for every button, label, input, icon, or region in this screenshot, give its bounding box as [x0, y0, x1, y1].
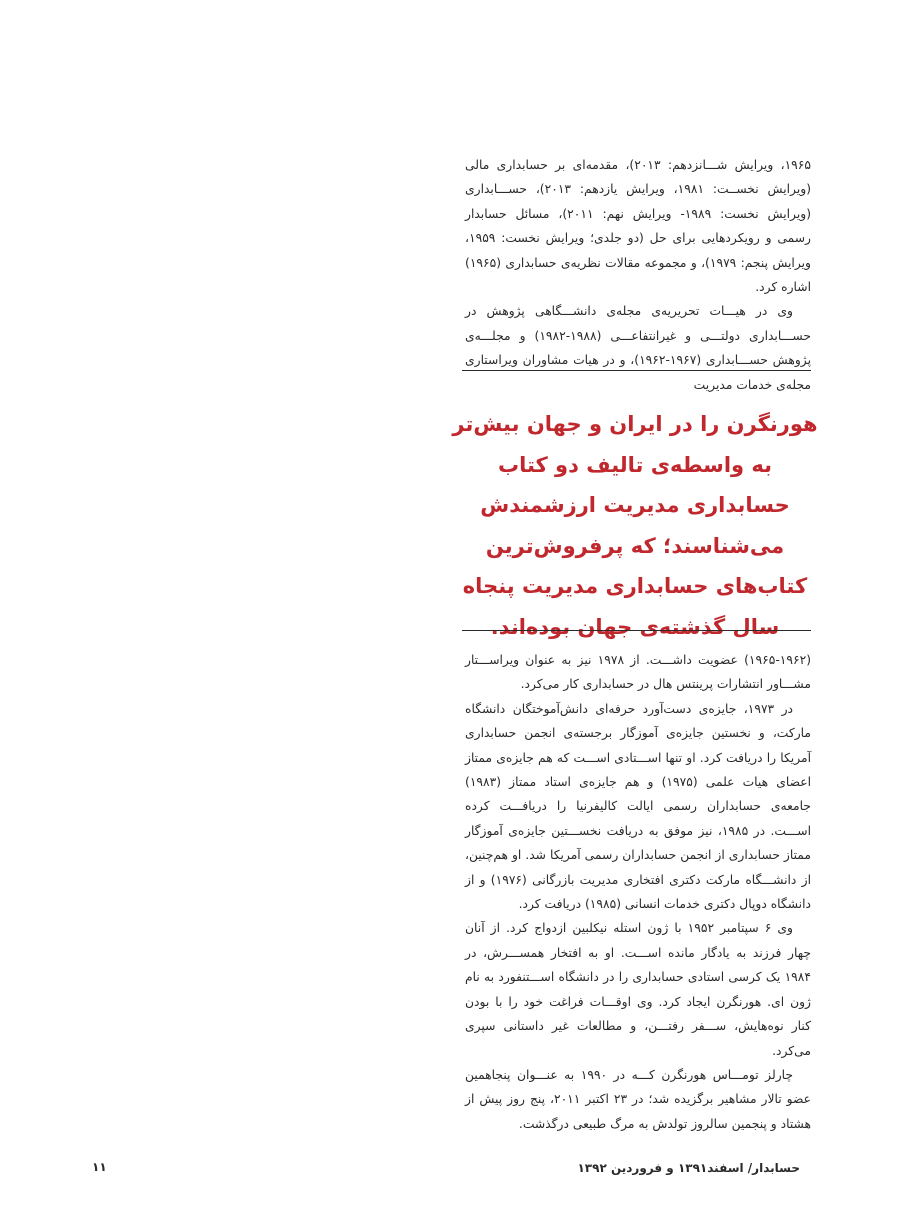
body-paragraph: در ۱۹۷۳، جایزه‌ی دست‌آورد حرفه‌ای دانش‌آموختگان دانشگاه مارکت، و نخستین جایزه‌ی آموزگار برجسته‌ی انجمن حسابداری آمریکا را دریافت کرد. او تنها اســـتادی اســـت که هم جایزه‌ی ممتاز اعضای هیات علمی (۱۹۷۵) و هم جایزه‌ی استاد ممتاز (۱۹۸۳) جامعه‌ی حسابداران رسمی ایالت کالیفرنیا را دریافـــت کرده اســـت. در ۱۹۸۵، نیز موفق به دریافت نخســـتین جایزه‌ی آموزگار ممتاز حسابداری از انجمن حسابداران رسمی آمریکا شد. او هم‌چنین، از دانشـــگاه مارکت دکتری افتخاری مدیریت بازرگانی (۱۹۷۶) و از دانشگاه دوپال دکتری خدمات انسانی (۱۹۸۵) دریافت کرد.: [465, 701, 811, 912]
divider-rule-bottom: [462, 630, 811, 631]
divider-rule-top: [462, 370, 811, 371]
body-paragraph: (۱۹۶۵-۱۹۶۲) عضویت داشـــت. از ۱۹۷۸ نیز به عنوان ویراســـتار مشـــاور انتشارات پرینتس هال در حسابداری کار می‌کرد.: [465, 653, 811, 692]
article-column-top: [465, 153, 811, 397]
body-paragraph: وی در هیـــات تحریریه‌ی مجله‌ی دانشـــگاهی پژوهش در حســـابداری دولتـــی و غیرانتفاعـــی (۱۹۸۸-۱۹۸۲) و مجلـــه‌ی پژوهش حســـابداری (۱۹۶۷-۱۹۶۲)، و در هیات مشاوران ویراستاری مجله‌ی خدمات مدیریت: [465, 304, 811, 392]
footer-publication-title: حسابدار/ اسفند۱۳۹۱ و فروردین ۱۳۹۲: [577, 1161, 800, 1175]
page-number: ۱۱: [92, 1160, 107, 1174]
pull-quote: هورنگرن را در ایران و جهان بیش‌تر به واسطه‌ی تالیف دو کتاب حسابداری مدیریت ارزشمندش می‌شناسند؛ که پرفروش‌ترین کتاب‌های حسابداری مدیریت پنجاه سال گذشته‌ی جهان بوده‌اند.: [452, 412, 818, 639]
body-paragraph: وی ۶ سپتامبر ۱۹۵۲ با ژون استله نیکلبین ازدواج کرد. از آنان چهار فرزند به یادگار مانده اســـت. او به افتخار همســـرش، در ۱۹۸۴ یک کرسی استادی حسابداری را در دانشگاه اســـتنفورد به نام ژون ای. هورنگرن ایجاد کرد. وی اوقـــات فراغت خود را با بودن کنار نوه‌هایش، ســـفر رفتـــن، و مطالعات غیر داستانی سپری می‌کرد.: [465, 921, 811, 1058]
body-paragraph: ۱۹۶۵، ویرایش شـــانزدهم: ۲۰۱۳)، مقدمه‌ای بر حسابداری مالی (ویرایش نخســت: ۱۹۸۱، ویرایش یازدهم: ۲۰۱۳)، حســـابداری (ویرایش نخست: ۱۹۸۹- ویرایش نهم: ۲۰۱۱)، مسائل حسابدار رسمی و رویکردهایی برای حل (دو جلدی؛ ویرایش نخست: ۱۹۵۹، ویرایش پنجم: ۱۹۷۹)، و مجموعه مقالات نظریه‌ی حسابداری (۱۹۶۵) اشاره کرد.: [465, 158, 811, 295]
body-paragraph: چارلز تومـــاس هورنگرن کـــه در ۱۹۹۰ به عنـــوان پنجاهمین عضو تالار مشاهیر برگزیده شد؛ در ۲۳ اکتبر ۲۰۱۱، پنج روز پیش از هشتاد و پنجمین سالروز تولدش به مرگ طبیعی درگذشت.: [465, 1067, 811, 1131]
article-column-bottom: [465, 648, 811, 1136]
